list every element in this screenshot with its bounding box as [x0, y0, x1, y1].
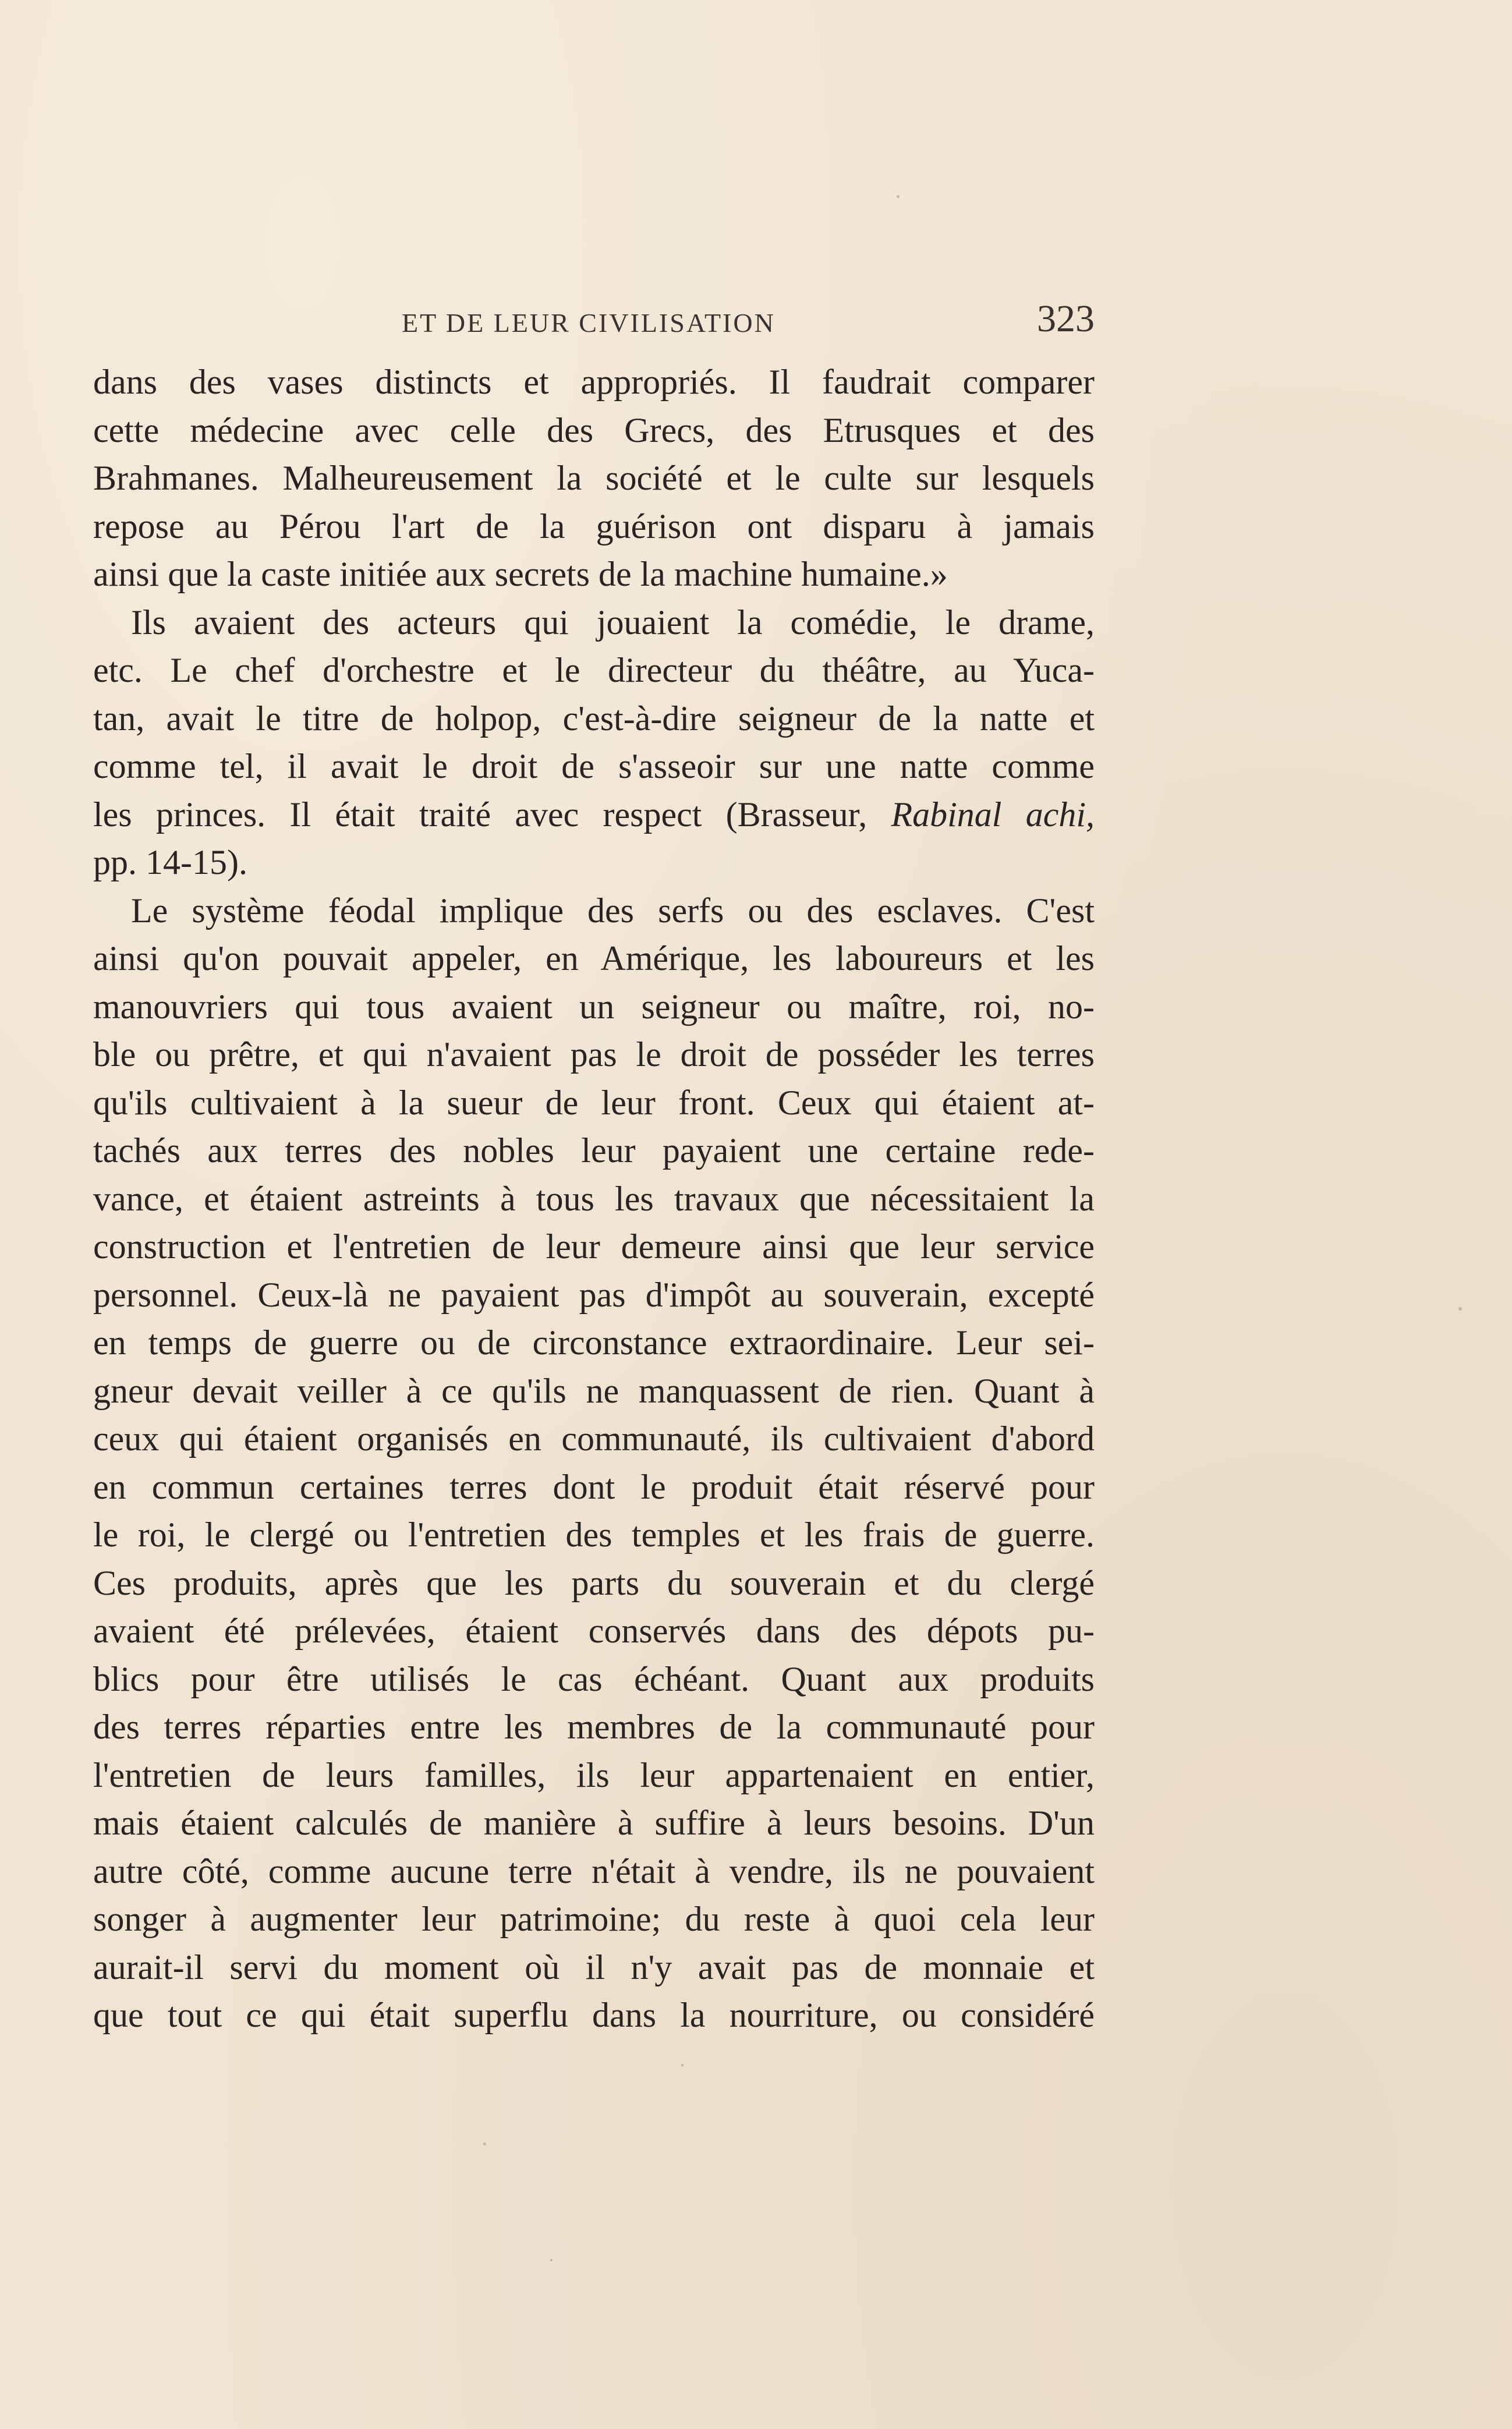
text-line: cette médecine avec celle des Grecs, des Etrusques et des: [93, 410, 1095, 449]
text-line: ainsi qu'on pouvait appeler, en Amérique, les laboureurs et les: [93, 939, 1095, 978]
text-line: dans des vases distincts et appropriés. Il faudrait comparer: [93, 363, 1095, 401]
text-line: pp. 14-15).: [93, 843, 247, 881]
paper-speck: [1458, 1307, 1462, 1311]
text-line: repose au Pérou l'art de la guérison ont disparu à jamais: [93, 507, 1095, 546]
text-line: avaient été prélevées, étaient conservés dans des dépots pu-: [93, 1612, 1095, 1650]
paper-speck: [897, 195, 900, 198]
text-line: personnel. Ceux-là ne payaient pas d'impôt au souverain, excepté: [93, 1275, 1095, 1314]
text-line: ainsi que la caste initiée aux secrets de la machine humaine.»: [93, 555, 948, 593]
text-line: aurait-il servi du moment où il n'y avait pas de monnaie et: [93, 1948, 1095, 1987]
italic-reference: Rabinal achi,: [891, 795, 1095, 834]
text-line: vance, et étaient astreints à tous les travaux que nécessitaient la: [93, 1179, 1095, 1218]
text-line: que tout ce qui était superflu dans la nourriture, ou considéré: [93, 1996, 1095, 2034]
text-line: Brahmanes. Malheureusement la société et le culte sur lesquels: [93, 459, 1095, 497]
text-line: ceux qui étaient organisés en communauté, ils cultivaient d'abord: [93, 1419, 1095, 1458]
paragraph-start-line: Le système féodal implique des serfs ou des esclaves. C'est: [131, 891, 1095, 930]
text-line: qu'ils cultivaient à la sueur de leur front. Ceux qui étaient at-: [93, 1083, 1095, 1122]
text-segment: les princes. Il était traité avec respect (Brasseur,: [93, 795, 867, 834]
page-number: 323: [1037, 298, 1095, 340]
text-line: l'entretien de leurs familles, ils leur appartenaient en entier,: [93, 1755, 1095, 1794]
paragraph-start-line: Ils avaient des acteurs qui jouaient la comédie, le drame,: [131, 603, 1095, 642]
text-line: mais étaient calculés de manière à suffire à leurs besoins. D'un: [93, 1804, 1095, 1842]
paper-speck: [550, 2259, 553, 2261]
body-text: [93, 358, 1095, 2039]
text-line: ble ou prêtre, et qui n'avaient pas le droit de posséder les terres: [93, 1035, 1095, 1074]
text-line: tachés aux terres des nobles leur payaient une certaine rede-: [93, 1131, 1095, 1170]
paper-speck: [483, 2143, 486, 2145]
text-line: des terres réparties entre les membres de la communauté pour: [93, 1708, 1095, 1746]
text-line-with-reference: [93, 791, 1095, 839]
text-line: construction et l'entretien de leur demeure ainsi que leur service: [93, 1227, 1095, 1266]
text-line: autre côté, comme aucune terre n'était à vendre, ils ne pouvaient: [93, 1851, 1095, 1890]
text-line: etc. Le chef d'orchestre et le directeur du théâtre, au Yuca-: [93, 651, 1095, 689]
text-line: tan, avait le titre de holpop, c'est-à-dire seigneur de la natte et: [93, 699, 1095, 738]
text-line: en commun certaines terres dont le produit était réservé pour: [93, 1467, 1095, 1506]
paper-speck: [681, 2064, 684, 2066]
text-line: en temps de guerre ou de circonstance extraordinaire. Leur sei-: [93, 1323, 1095, 1362]
text-line: blics pour être utilisés le cas échéant. Quant aux produits: [93, 1659, 1095, 1698]
text-line: le roi, le clergé ou l'entretien des temples et les frais de guerre.: [93, 1516, 1095, 1554]
text-line: Ces produits, après que les parts du souverain et du clergé: [93, 1563, 1095, 1602]
text-line: songer à augmenter leur patrimoine; du reste à quoi cela leur: [93, 1900, 1095, 1938]
running-head: [93, 297, 1095, 344]
text-line: comme tel, il avait le droit de s'asseoir sur une natte comme: [93, 747, 1095, 785]
running-title: ET DE LEUR CIVILISATION: [402, 308, 776, 338]
text-line: manouvriers qui tous avaient un seigneur ou maître, roi, no-: [93, 987, 1095, 1026]
text-line: gneur devait veiller à ce qu'ils ne manquassent de rien. Quant à: [93, 1371, 1095, 1410]
